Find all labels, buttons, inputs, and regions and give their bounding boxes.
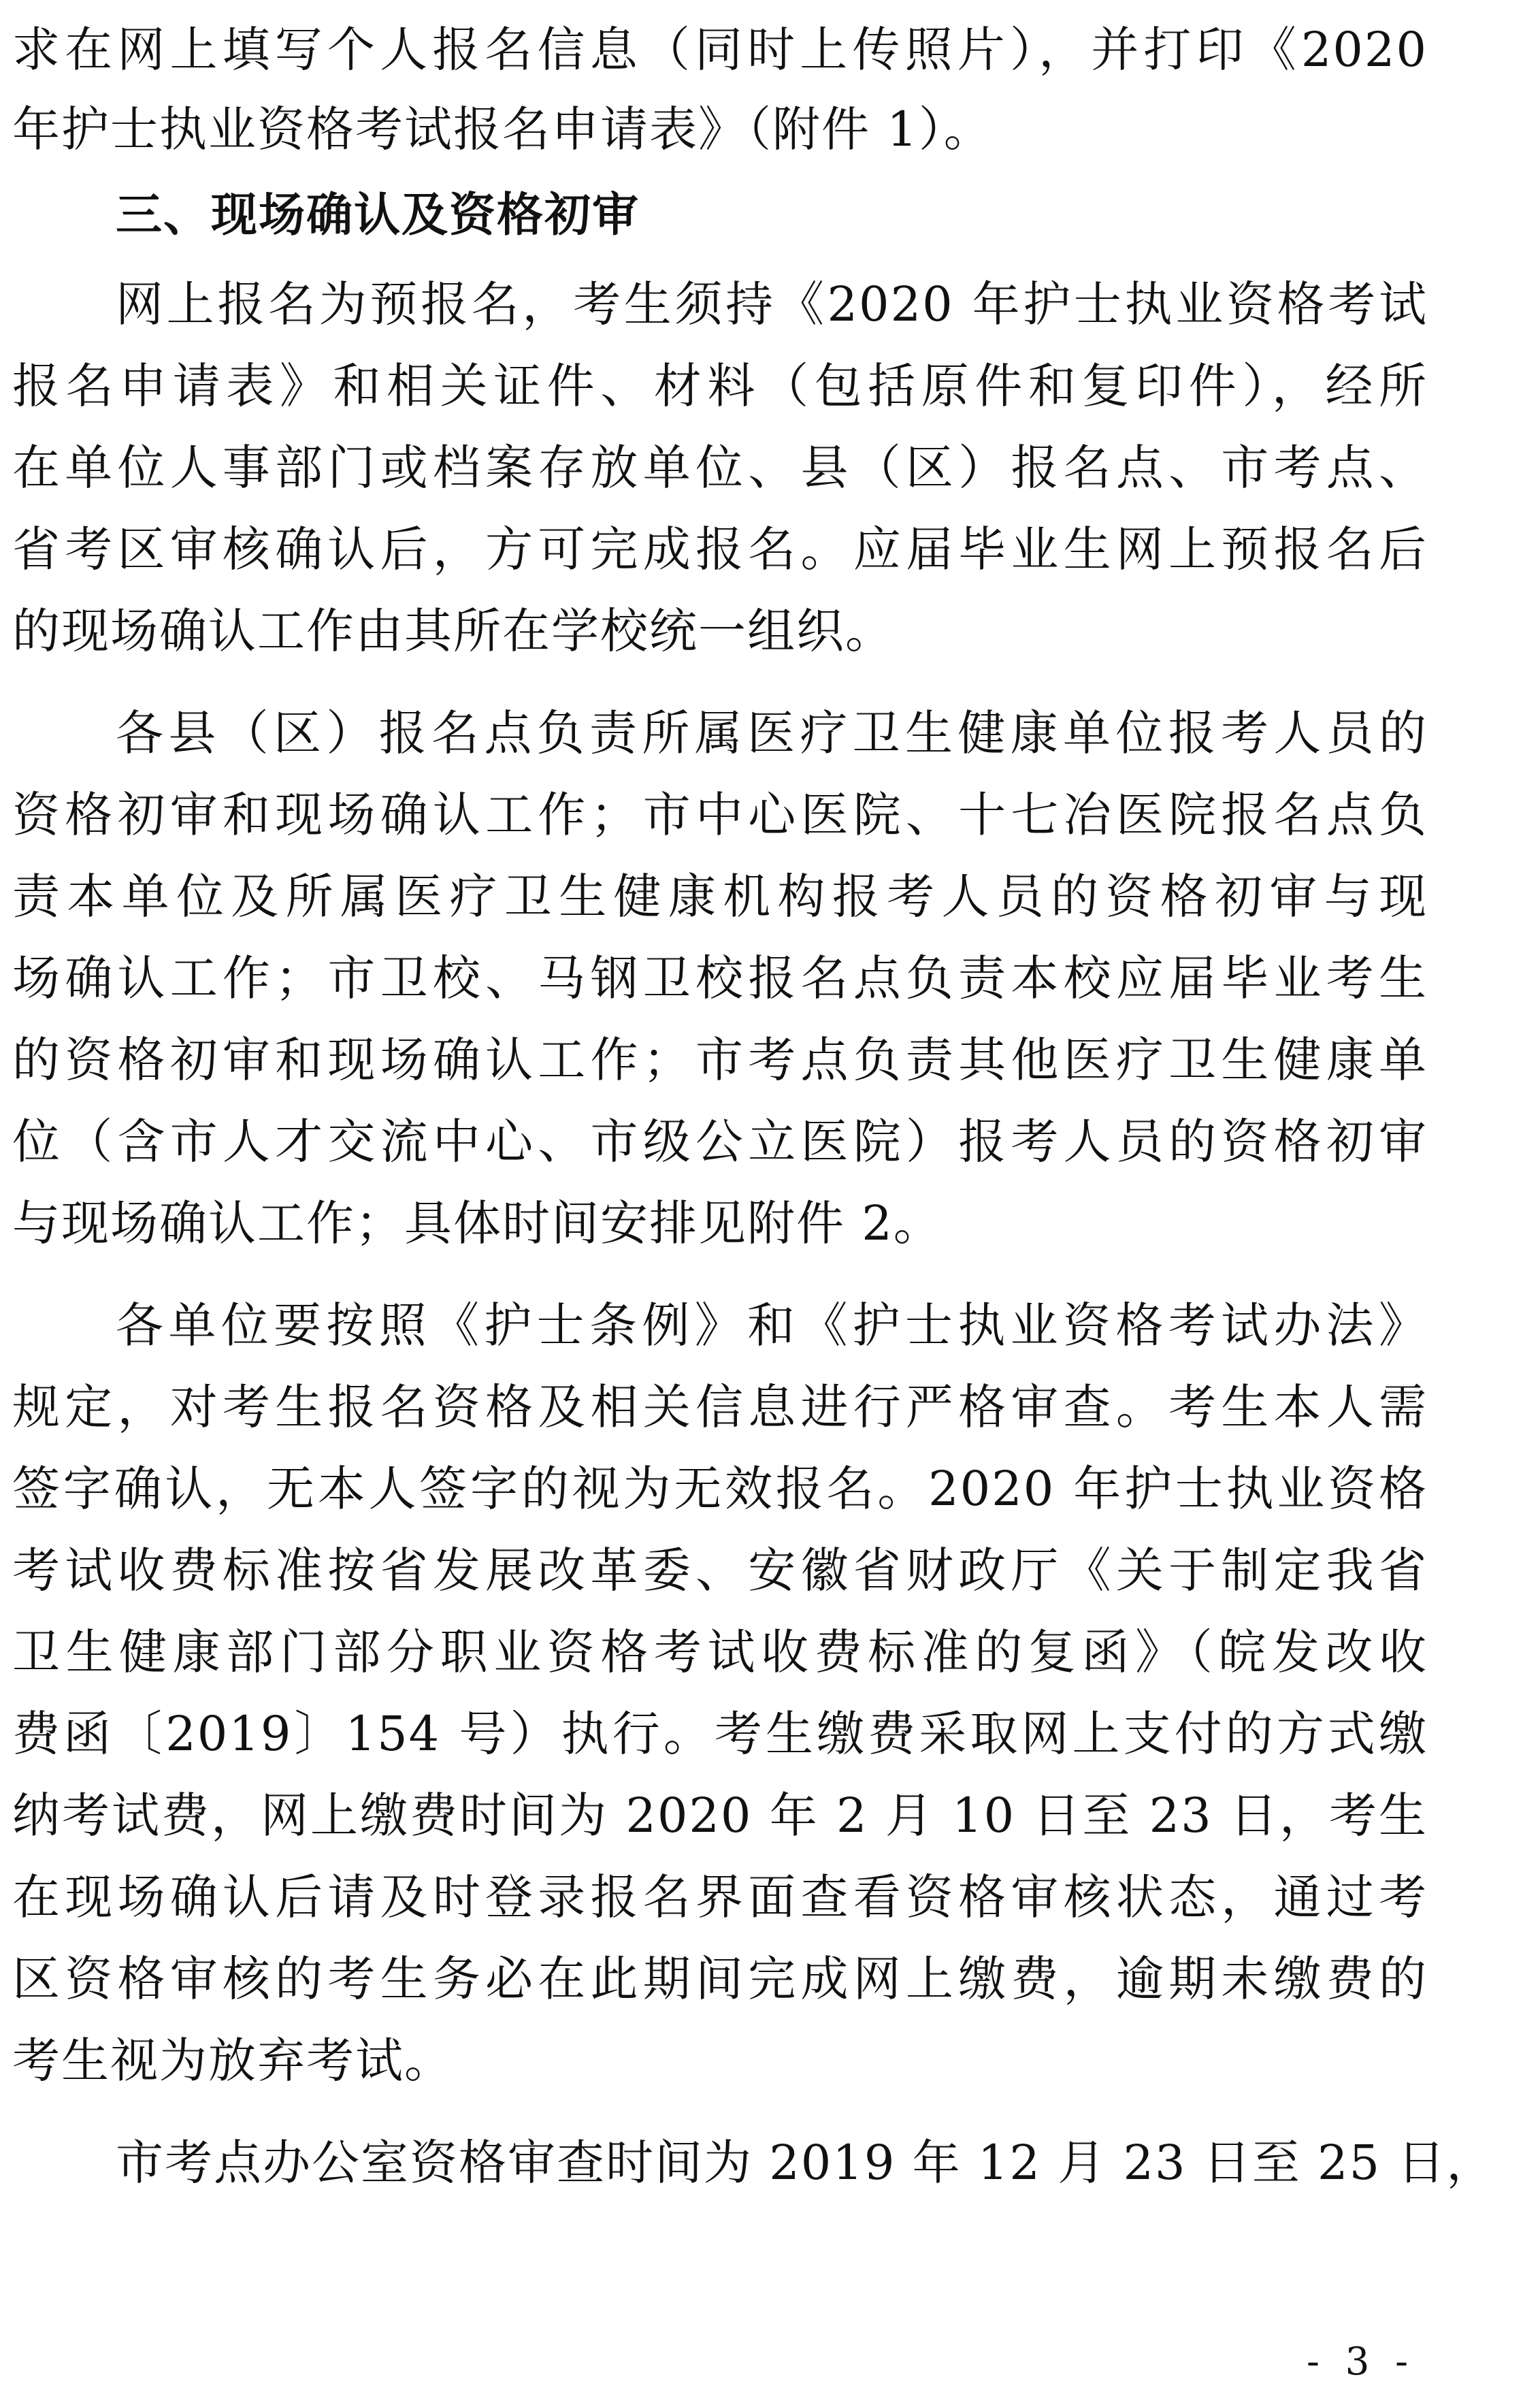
body-line-23: 在现场确认后请及时登录报名界面查看资格审核状态，通过考 (12, 1869, 1428, 1925)
body-line-15: 与现场确认工作；具体时间安排见附件 2。 (12, 1195, 943, 1251)
body-line-25: 考生视为放弃考试。 (12, 2033, 453, 2088)
body-line-21: 费函〔2019〕154 号）执行。考生缴费采取网上支付的方式缴 (12, 1706, 1428, 1762)
body-line-17: 规定，对考生报名资格及相关信息进行严格审查。考生本人需 (12, 1379, 1428, 1435)
body-line-06: 在单位人事部门或档案存放单位、县（区）报名点、市考点、 (12, 440, 1428, 496)
body-line-24: 区资格审核的考生务必在此期间完成网上缴费，逾期未缴费的 (12, 1951, 1428, 2007)
body-line-09: 各县（区）报名点负责所属医疗卫生健康单位报考人员的 (116, 705, 1428, 761)
body-line-07: 省考区审核确认后，方可完成报名。应届毕业生网上预报名后 (12, 521, 1428, 577)
body-line-18: 签字确认，无本人签字的视为无效报名。2020 年护士执业资格 (12, 1461, 1428, 1517)
body-line-02: 年护士执业资格考试报名申请表》（附件 1）。 (12, 101, 993, 157)
body-line-16: 各单位要按照《护士条例》和《护士执业资格考试办法》 (116, 1297, 1428, 1353)
body-line-12: 场确认工作；市卫校、马钢卫校报名点负责本校应届毕业考生 (12, 950, 1428, 1006)
body-line-14: 位（含市人才交流中心、市级公立医院）报考人员的资格初审 (12, 1114, 1428, 1169)
page-number: - 3 - (1307, 2340, 1415, 2384)
body-line-22: 纳考试费，网上缴费时间为 2020 年 2 月 10 日至 23 日，考生 (12, 1788, 1428, 1843)
body-line-20: 卫生健康部门部分职业资格考试收费标准的复函》（皖发改收 (12, 1624, 1428, 1680)
body-line-05: 报名申请表》和相关证件、材料（包括原件和复印件），经所 (12, 358, 1428, 414)
body-line-19: 考试收费标准按省发展改革委、安徽省财政厅《关于制定我省 (12, 1543, 1428, 1598)
body-line-10: 资格初审和现场确认工作；市中心医院、十七冶医院报名点负 (12, 787, 1428, 843)
body-line-01: 求在网上填写个人报名信息（同时上传照片），并打印《2020 (12, 22, 1428, 78)
body-line-26: 市考点办公室资格审查时间为 2019 年 12 月 23 日至 25 日， (116, 2135, 1496, 2191)
body-line-04: 网上报名为预报名，考生须持《2020 年护士执业资格考试 (116, 276, 1428, 332)
section-heading-3: 三、现场确认及资格初审 (116, 189, 640, 242)
body-line-08: 的现场确认工作由其所在学校统一组织。 (12, 603, 894, 659)
body-line-11: 责本单位及所属医疗卫生健康机构报考人员的资格初审与现 (12, 869, 1428, 924)
body-line-13: 的资格初审和现场确认工作；市考点负责其他医疗卫生健康单 (12, 1032, 1428, 1088)
